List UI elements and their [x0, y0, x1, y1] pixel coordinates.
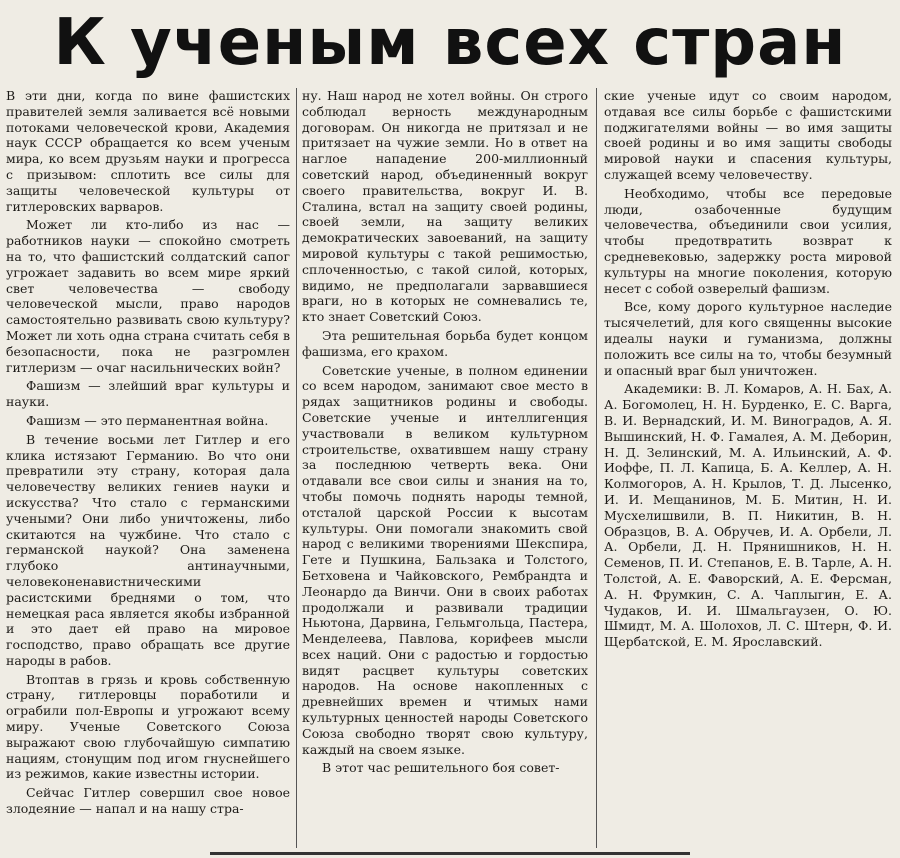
paragraph: Может ли кто-либо из нас — работников науки — спокойно смотреть на то, что фашистский солдатский сапог угрожает задавить во всем мире яркий свет человечества — свободу человеческой мысли, право народов самостоятельно развивать свою культуру? Может ли хоть одна страна считать себя в безопасности, пока не разгромлен гитлеризм — очаг насильнических войн?: [6, 217, 290, 375]
column-divider: [296, 88, 297, 848]
paragraph: Необходимо, чтобы все передовые люди, озабоченные будущим человечества, объединили свои усилия, чтобы предотвратить возврат к средневековью, задержку роста мировой культуры на многие поколения, которую несет с собой озверелый фашизм.: [604, 185, 892, 296]
paragraph: ские ученые идут со своим народом, отдавая все силы борьбе с фашистскими поджигателями войны — во имя защиты своей родины и во имя защиты свободы мировой науки и спасения культуры, служащей всему человечеству.: [604, 88, 892, 182]
column-divider: [596, 88, 597, 848]
paragraph: ну. Наш народ не хотел войны. Он строго соблюдал верность международным договорам. Он никогда не притязал и не притязает на чужие земли. Но в ответ на наглое нападение 200-миллионный советский народ, объединенный вокруг своего правительства, вокруг И. В. Сталина, встал на защиту своей родины, своей земли, на защиту великих демократических завоеваний, на защиту мировой культуры с такой решимостью, сплоченностью, с такой силой, которых, видимо, не предполагали зарвавшиеся враги, но в которых не сомневались те, кто знает Советский Союз.: [302, 88, 588, 325]
bottom-rule: [210, 852, 690, 855]
paragraph: В этот час решительного боя совет-: [322, 760, 560, 776]
paragraph: Все, кому дорого культурное наследие тысячелетий, для кого священны высокие идеалы науки и гуманизма, должны положить все силы на то, чтобы безумный и опасный враг был уничтожен.: [604, 299, 892, 378]
paragraph: В эти дни, когда по вине фашистских правителей земля заливается всё новыми потоками человеческой крови, Академия наук СССР обращается ко всем ученым мира, ко всем друзьям науки и прогресса с призывом: сплотить все силы для защиты человеческой культуры от гитлеровских варваров.: [6, 88, 290, 214]
paragraph: Втоптав в грязь и кровь собственную страну, гитлеровцы поработили и ограбили пол-Европы и угрожают всему миру. Ученые Советского Союза выражают свою глубочайшую симпатию нациям, стонущим под игом гнуснейшего из режимов, какие известны истории.: [6, 671, 290, 782]
paragraph: Фашизм — злейший враг культуры и науки.: [6, 378, 290, 410]
paragraph: Советские ученые, в полном единении со всем народом, занимают свое место в рядах защитников родины и свободы. Советские ученые и интеллигенция участвовали в великом культурном строительстве, охватившем нашу страну за последнюю четверть века. Они отдавали все свои силы и знания на то, чтобы помочь поднять народы темной, отсталой царской России к высотам культуры. Они помогали знакомить свой народ с великими творениями Шекспира, Гете и Пушкина, Бальзака и Толстого, Бетховена и Чайковского, Рембрандта и Леонардо да Винчи. Они в своих работах продолжали и развивали традиции Ньютона, Дарвина, Гельмгольца, Пастера, Менделеева, Павлова, корифеев мысли всех наций. Они с радостью и гордостью видят расцвет культуры советских народов. На основе накопленных с древнейших времен и чтимых нами культурных ценностей народы Советского Союза свободно творят свою культуру, каждый на своем языке.: [302, 362, 588, 757]
column-1: [6, 88, 290, 846]
signatories-list: Академики: В. Л. Комаров, А. Н. Бах, А. А. Богомолец, Н. Н. Бурденко, Е. С. Варга, В. И. Вернадский, И. М. Виноградов, А. Я. Вышинский, Н. Ф. Гамалея, А. М. Деборин, Н. Д. Зелинский, М. А. Ильинский, А. Ф. Иоффе, П. Л. Капица, Б. А. Келлер, А. Н. Колмогоров, А. Н. Крылов, Т. Д. Лысенко, И. И. Мещанинов, М. Б. Митин, Н. И. Мусхелишвили, В. П. Никитин, В. Н. Образцов, В. А. Обручев, И. А. Орбели, Л. А. Орбели, Д. Н. Прянишников, Н. Н. Семенов, П. И. Степанов, Е. В. Тарле, А. Н. Толстой, А. Е. Фаворский, А. Е. Ферсман, А. Н. Фрумкин, С. А. Чаплыгин, Е. А. Чудаков, И. И. Шмальгаузен, О. Ю. Шмидт, М. А. Шолохов, Л. С. Штерн, Ф. И. Щербатской, Е. М. Ярославский.: [604, 381, 892, 650]
paragraph: Сейчас Гитлер совершил свое новое злодеяние — напал и на нашу стра-: [6, 785, 290, 817]
paragraph: Эта решительная борьба будет концом фашизма, его крахом.: [302, 327, 588, 359]
headline: К ученым всех стран: [53, 6, 847, 80]
paragraph: В течение восьми лет Гитлер и его клика истязают Германию. Во что они превратили эту страну, которая дала человечеству великих гениев науки и искусства? Что стало с германскими учеными? Они либо уничтожены, либо скитаются на чужбине. Что стало с германской наукой? Она заменена глубоко антинаучными, человеконенавистническими расистскими бреднями о том, что немецкая раса является якобы избранной и это дает ей право на мировое господство, право обращать все другие народы в рабов.: [6, 431, 290, 668]
column-2: [302, 88, 588, 846]
paragraph: Фашизм — это перманентная война.: [26, 412, 269, 428]
column-3: [604, 88, 892, 846]
